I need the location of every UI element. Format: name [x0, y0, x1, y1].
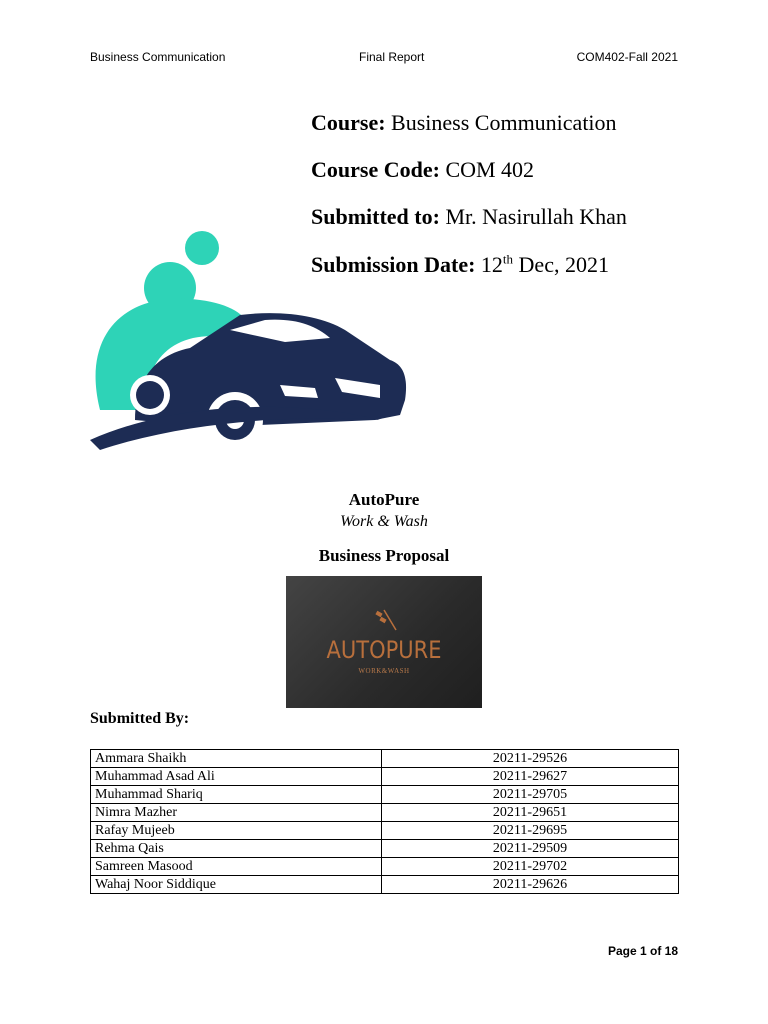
table-row [91, 804, 679, 822]
header-course-name: Business Communication [90, 50, 226, 64]
course-label: Course: [311, 110, 386, 135]
autopure-banner-image [286, 576, 482, 708]
table-row [91, 768, 679, 786]
table-row [91, 786, 679, 804]
car-wash-logo-icon [80, 220, 430, 530]
submission-date-day: 12 [480, 252, 503, 277]
members-table [90, 749, 679, 894]
header-report-title: Final Report [359, 50, 425, 64]
spray-bottle-icon [370, 606, 400, 634]
course-code-value: COM 402 [445, 157, 535, 182]
course-line [311, 112, 617, 134]
member-name-cell: Nimra Mazher [91, 804, 382, 822]
member-name-cell: Muhammad Asad Ali [91, 768, 382, 786]
member-name-cell: Rafay Mujeeb [91, 822, 382, 840]
course-code-line [311, 159, 534, 181]
member-name-cell: Samreen Masood [91, 858, 382, 876]
member-id-cell: 20211-29627 [382, 768, 679, 786]
member-name-cell: Ammara Shaikh [91, 750, 382, 768]
banner-subtitle: WORK&WASH [358, 667, 410, 675]
header-course-term: COM402-Fall 2021 [576, 50, 678, 64]
table-row [91, 876, 679, 894]
member-name-cell: Muhammad Shariq [91, 786, 382, 804]
member-id-cell: 20211-29651 [382, 804, 679, 822]
submitted-to-label: Submitted to: [311, 204, 440, 229]
member-name-cell: Rehma Qais [91, 840, 382, 858]
submission-date-suffix: th [502, 251, 514, 267]
page-number: Page 1 of 18 [607, 944, 678, 958]
banner-title: AUTOPURE [326, 636, 442, 664]
brand-tagline: Work & Wash [340, 513, 428, 530]
table-row [91, 858, 679, 876]
course-value: Business Communication [391, 110, 617, 135]
table-row [91, 750, 679, 768]
member-id-cell: 20211-29626 [382, 876, 679, 894]
submitted-to-value: Mr. Nasirullah Khan [445, 204, 627, 229]
member-id-cell: 20211-29526 [382, 750, 679, 768]
member-id-cell: 20211-29695 [382, 822, 679, 840]
member-id-cell: 20211-29702 [382, 858, 679, 876]
table-row [91, 822, 679, 840]
course-code-label: Course Code: [311, 157, 440, 182]
member-id-cell: 20211-29705 [382, 786, 679, 804]
submission-date-label: Submission Date: [311, 252, 476, 277]
brand-name: AutoPure [348, 490, 420, 509]
document-type: Business Proposal [318, 546, 450, 565]
member-id-cell: 20211-29509 [382, 840, 679, 858]
submission-date-rest: Dec, 2021 [518, 252, 609, 277]
submitted-by-heading: Submitted By: [90, 710, 190, 727]
member-name-cell: Wahaj Noor Siddique [91, 876, 382, 894]
table-row [91, 840, 679, 858]
